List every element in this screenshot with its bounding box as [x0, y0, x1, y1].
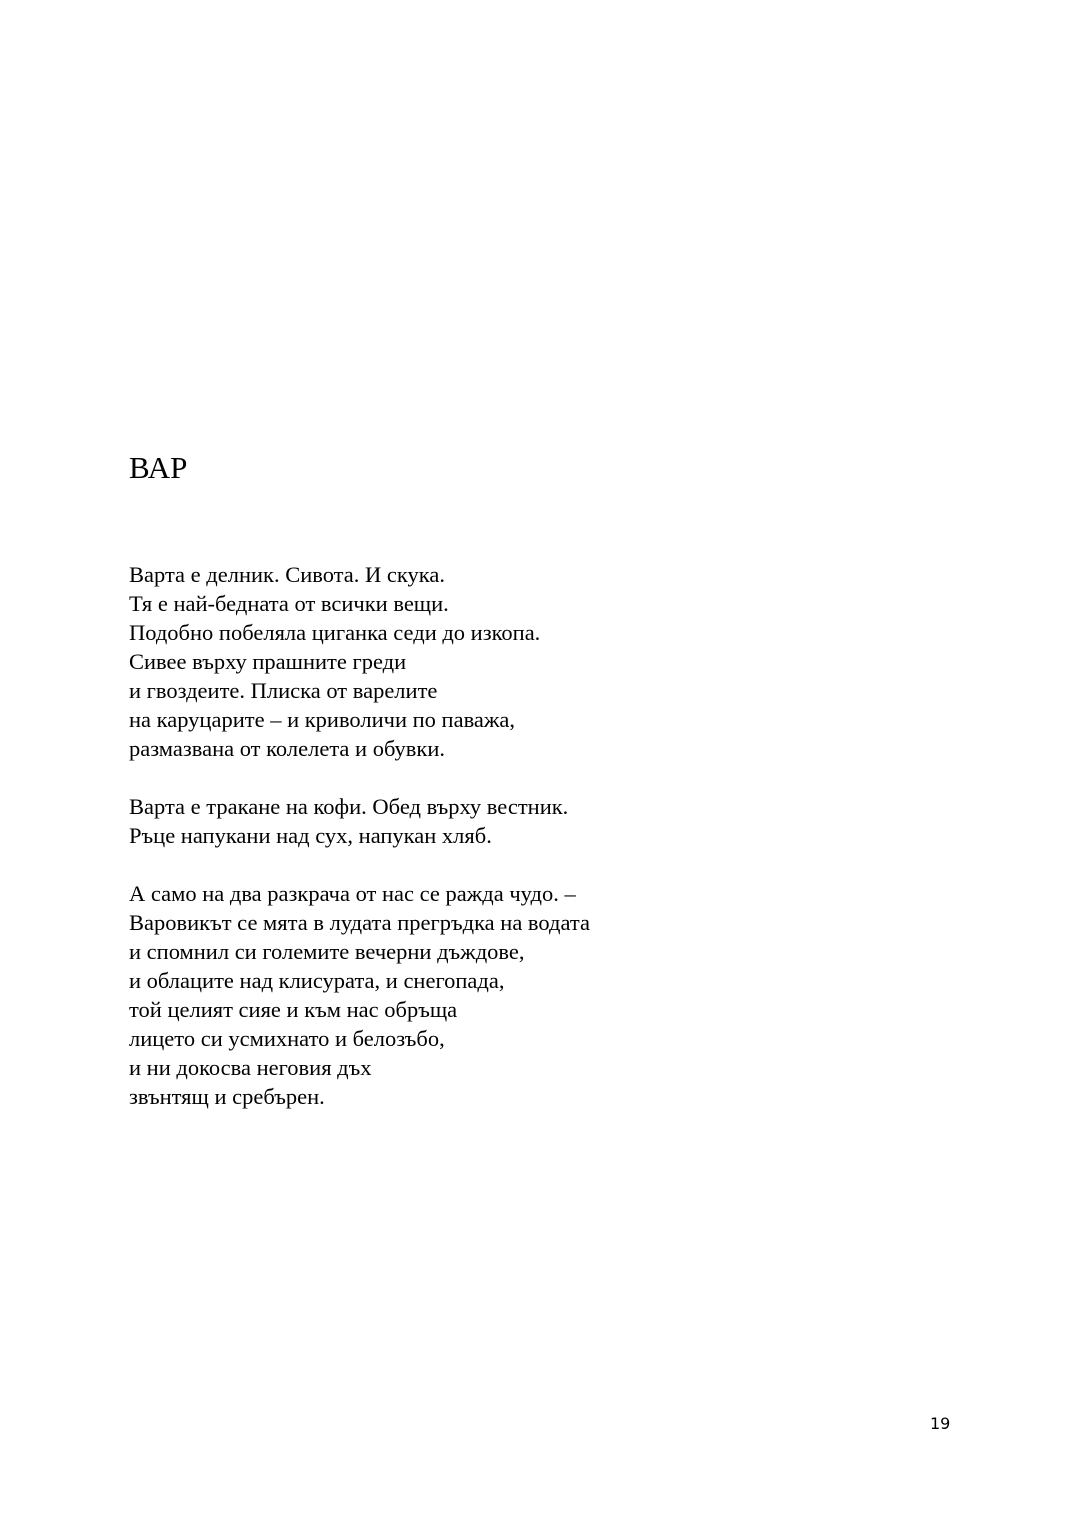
poem-line: Подобно побеляла циганка седи до изкопа. [129, 620, 541, 645]
poem-line: лицето си усмихнато и белозъбо, [129, 1026, 445, 1051]
poem-line: Варовикът се мята в лудата прегръдка на водата [129, 910, 590, 935]
poem-line: А само на два разкрача от нас се ражда чудо. – [129, 881, 576, 906]
poem-line: Варта е тракане на кофи. Обед върху вестник. [129, 794, 569, 819]
stanza-3 [129, 879, 829, 1111]
stanza-2 [129, 792, 829, 850]
poem-line: звънтящ и сребърен. [129, 1084, 325, 1109]
poem-line: Сивее върху прашните греди [129, 649, 407, 674]
poem-line: и спомнил си големите вечерни дъждове, [129, 939, 525, 964]
stanza-1 [129, 560, 829, 763]
poem-title: ВАР [129, 450, 188, 485]
poem-line: и ни докосва неговия дъх [129, 1055, 372, 1080]
poem-line: той целият сияе и към нас обръща [129, 997, 458, 1022]
poem-line: Тя е най-бедната от всички вещи. [129, 591, 449, 616]
page-number: 19 [930, 1414, 951, 1433]
poem-body [129, 560, 829, 1140]
poem-line: на каруцарите – и криволичи по паважа, [129, 707, 516, 732]
poem-line: и облаците над клисурата, и снегопада, [129, 968, 505, 993]
poem-line: размазвана от колелета и обувки. [129, 736, 446, 761]
poem-line: и гвоздеите. Плиска от варелите [129, 678, 438, 703]
poem-line: Варта е делник. Сивота. И скука. [129, 562, 445, 587]
poem-line: Ръце напукани над сух, напукан хляб. [129, 823, 492, 848]
